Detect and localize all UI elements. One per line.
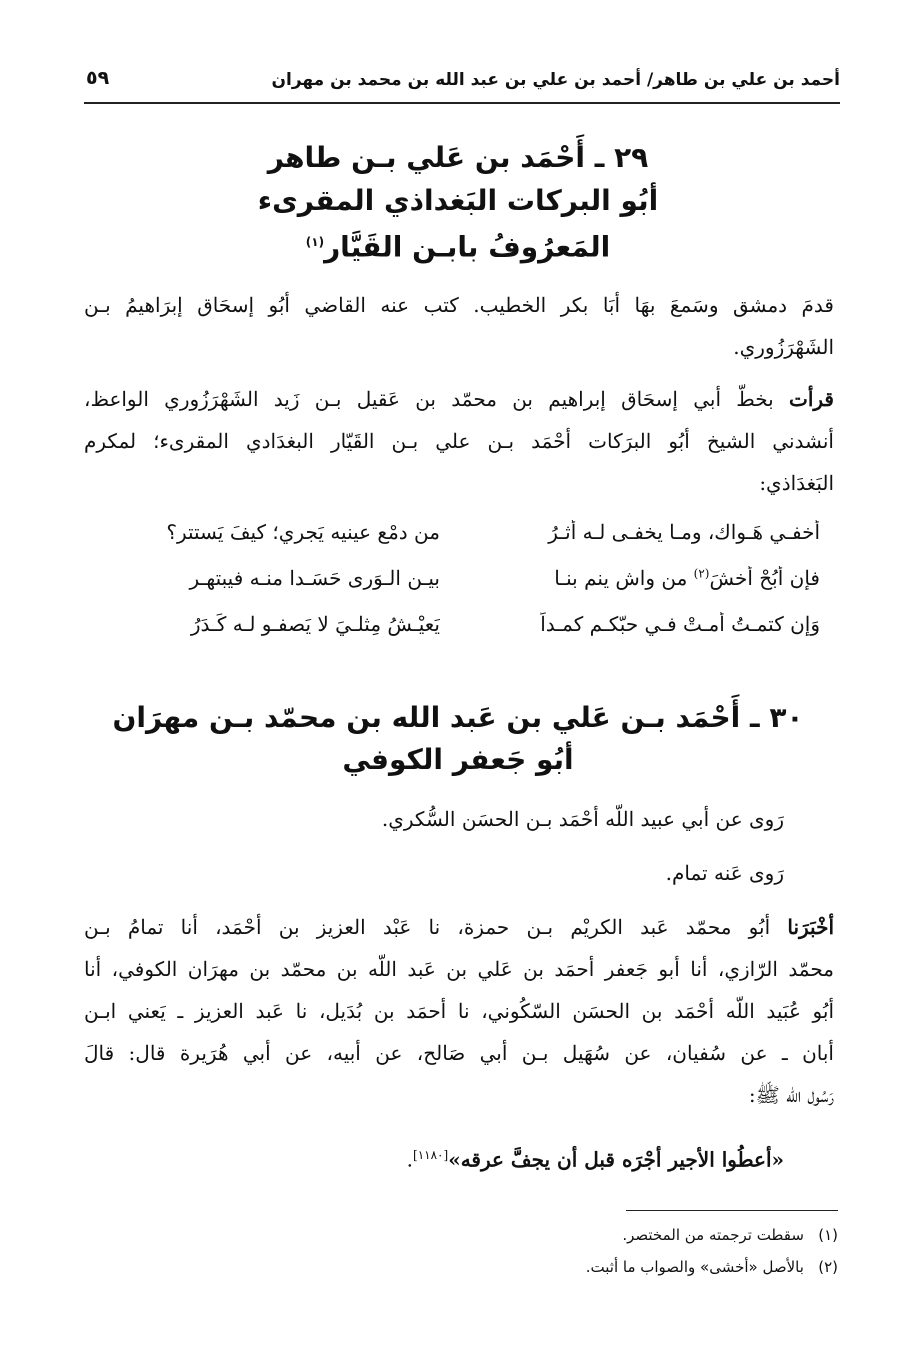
verse-first-hemistich — [470, 566, 820, 590]
entry-29-nickname — [0, 222, 916, 267]
page-number: ٥٩ — [86, 67, 110, 89]
text-line: أنشدني الشيخ أبُو البرَكات أحْمَد بـن علي بـن القَيّار البغدَادي المقرىء؛ لمكرم — [84, 429, 834, 453]
footnote-marker: (١) — [818, 1226, 838, 1244]
text-line: محمّد الرّازي، أنا أبو جَعفر أحمَد بن عَلي بن عَبد اللّه بن محمّد بن مهرَان الكوفي، أنا — [84, 957, 834, 981]
verse-second-hemistich: من دمْع عينيه يَجري؛ كيفَ يَستتر؟ — [166, 520, 440, 544]
hadith-number: [١١٨٠] — [413, 1148, 449, 1162]
entry-29-kunya: أبُو البركات البَغداذي المقرىء — [257, 184, 659, 217]
entry-30-title: ٣٠ ـ أَحْمَد بـن عَلي بن عَبد الله بن محمّد بـن مهرَان — [112, 701, 804, 734]
entry-29-para-2 — [84, 378, 834, 504]
footnote-2 — [138, 1258, 838, 1276]
entry-30-para-1 — [84, 798, 834, 840]
footnote-rule — [626, 1210, 838, 1211]
header-rule — [84, 102, 840, 104]
footnote-text: بالأصل «أخشى» والصواب ما أثبت. — [585, 1258, 804, 1276]
verse-first-hemistich: وَإن كتمـتُ أمـتْ فـي حبّكـم كمـداً — [540, 612, 820, 636]
verse-text: فإن أَبُحْ أخشَ — [709, 566, 820, 590]
footnote-ref-1: (١) — [305, 235, 325, 249]
footnote-ref-2: (٢) — [693, 566, 710, 581]
text-line: البَغدَاذي: — [759, 471, 834, 495]
verse-1 — [100, 520, 820, 564]
footnote-1 — [138, 1226, 838, 1244]
verse-text: من واشٍ ينم بنـا — [554, 566, 694, 590]
text-line: أبُو عُبَيد اللّه أحْمَد بن الحسَن السّكُوني، نا أحمَد بن بُدَيل، نا عَبد العزيز ـ يَعني ابـن — [84, 999, 834, 1023]
text-line-rest: بخطّ أبي إسحَاق إبراهيم بن محمّد بن عَقيل بـن زَيد الشَهْرَزُوري الواعظ، — [84, 387, 774, 411]
verse-3 — [100, 612, 820, 656]
footnote-text: سقطت ترجمته من المختصر. — [622, 1226, 804, 1244]
text-line: قدمَ دمشق وسَمعَ بهَا أبَا بكر الخطيب. كتب عنه القاضي أبُو إسحَاق إبرَاهيمُ بـن — [84, 293, 834, 317]
text-line: أبان ـ عن سُفيان، عن سُهَيل بـن أبي صَالح، عن أبيه، عن أبي هُرَيرة قال: قالَ — [84, 1041, 834, 1065]
entry-30-kunya: أبُو جَعفر الكوفي — [342, 743, 574, 776]
entry-30-para-3 — [84, 906, 834, 1116]
hadith-line — [84, 1134, 834, 1176]
verse-second-hemistich: بيـن الـوَرى حَسَـدا منـه فيبتهـر — [189, 566, 440, 590]
text-line — [84, 906, 834, 948]
verse-second-hemistich: يَعيْـشُ مِثلـيَ لا يَصفـو لـه كَـدَرُ — [190, 612, 440, 636]
entry-30-para-2 — [84, 852, 834, 894]
footnote-marker: (٢) — [818, 1258, 838, 1276]
entry-29-nickname-text: المَعرُوفُ بابـن القَيَّار — [324, 230, 611, 264]
text-line: رَوى عن أبي عبيد اللّه أحْمَد بـن الحسَن السُّكري. — [381, 807, 784, 831]
lead-word: أخْبَرَنا — [787, 915, 834, 939]
verse-first-hemistich: أُخفـي هَـواك، ومـا يخفـى لـه أثـرُ — [548, 520, 820, 544]
text-line: رَوى عَنه تمام. — [665, 861, 784, 885]
text-line: الشَهْرَزُوري. — [733, 335, 834, 359]
running-header: أحمد بن علي بن طاهر/ أحمد بن علي بن عبد الله بن محمد بن مهران — [271, 70, 840, 90]
verse-2 — [100, 566, 820, 610]
text-line — [84, 378, 834, 420]
entry-29-para-1 — [84, 284, 834, 368]
entry-29-title: ٢٩ ـ أَحْمَد بن عَلي بـن طاهر — [267, 141, 649, 174]
hadith-text: «أعطُوا الأجير أجْرَه قبل أن يجفَّ عرقه» — [448, 1147, 784, 1172]
text-line — [84, 1134, 834, 1176]
lead-word: قرأت — [789, 387, 834, 411]
text-line-rest: أبُو محمّد عَبد الكريْم بـن حمزة، نا عَبْد العزيز بن أحْمَد، أنا تمامُ بـن — [84, 915, 771, 939]
hadith-end: . — [406, 1147, 414, 1172]
text-line: رَسُول الله ﷺ: — [748, 1083, 834, 1107]
